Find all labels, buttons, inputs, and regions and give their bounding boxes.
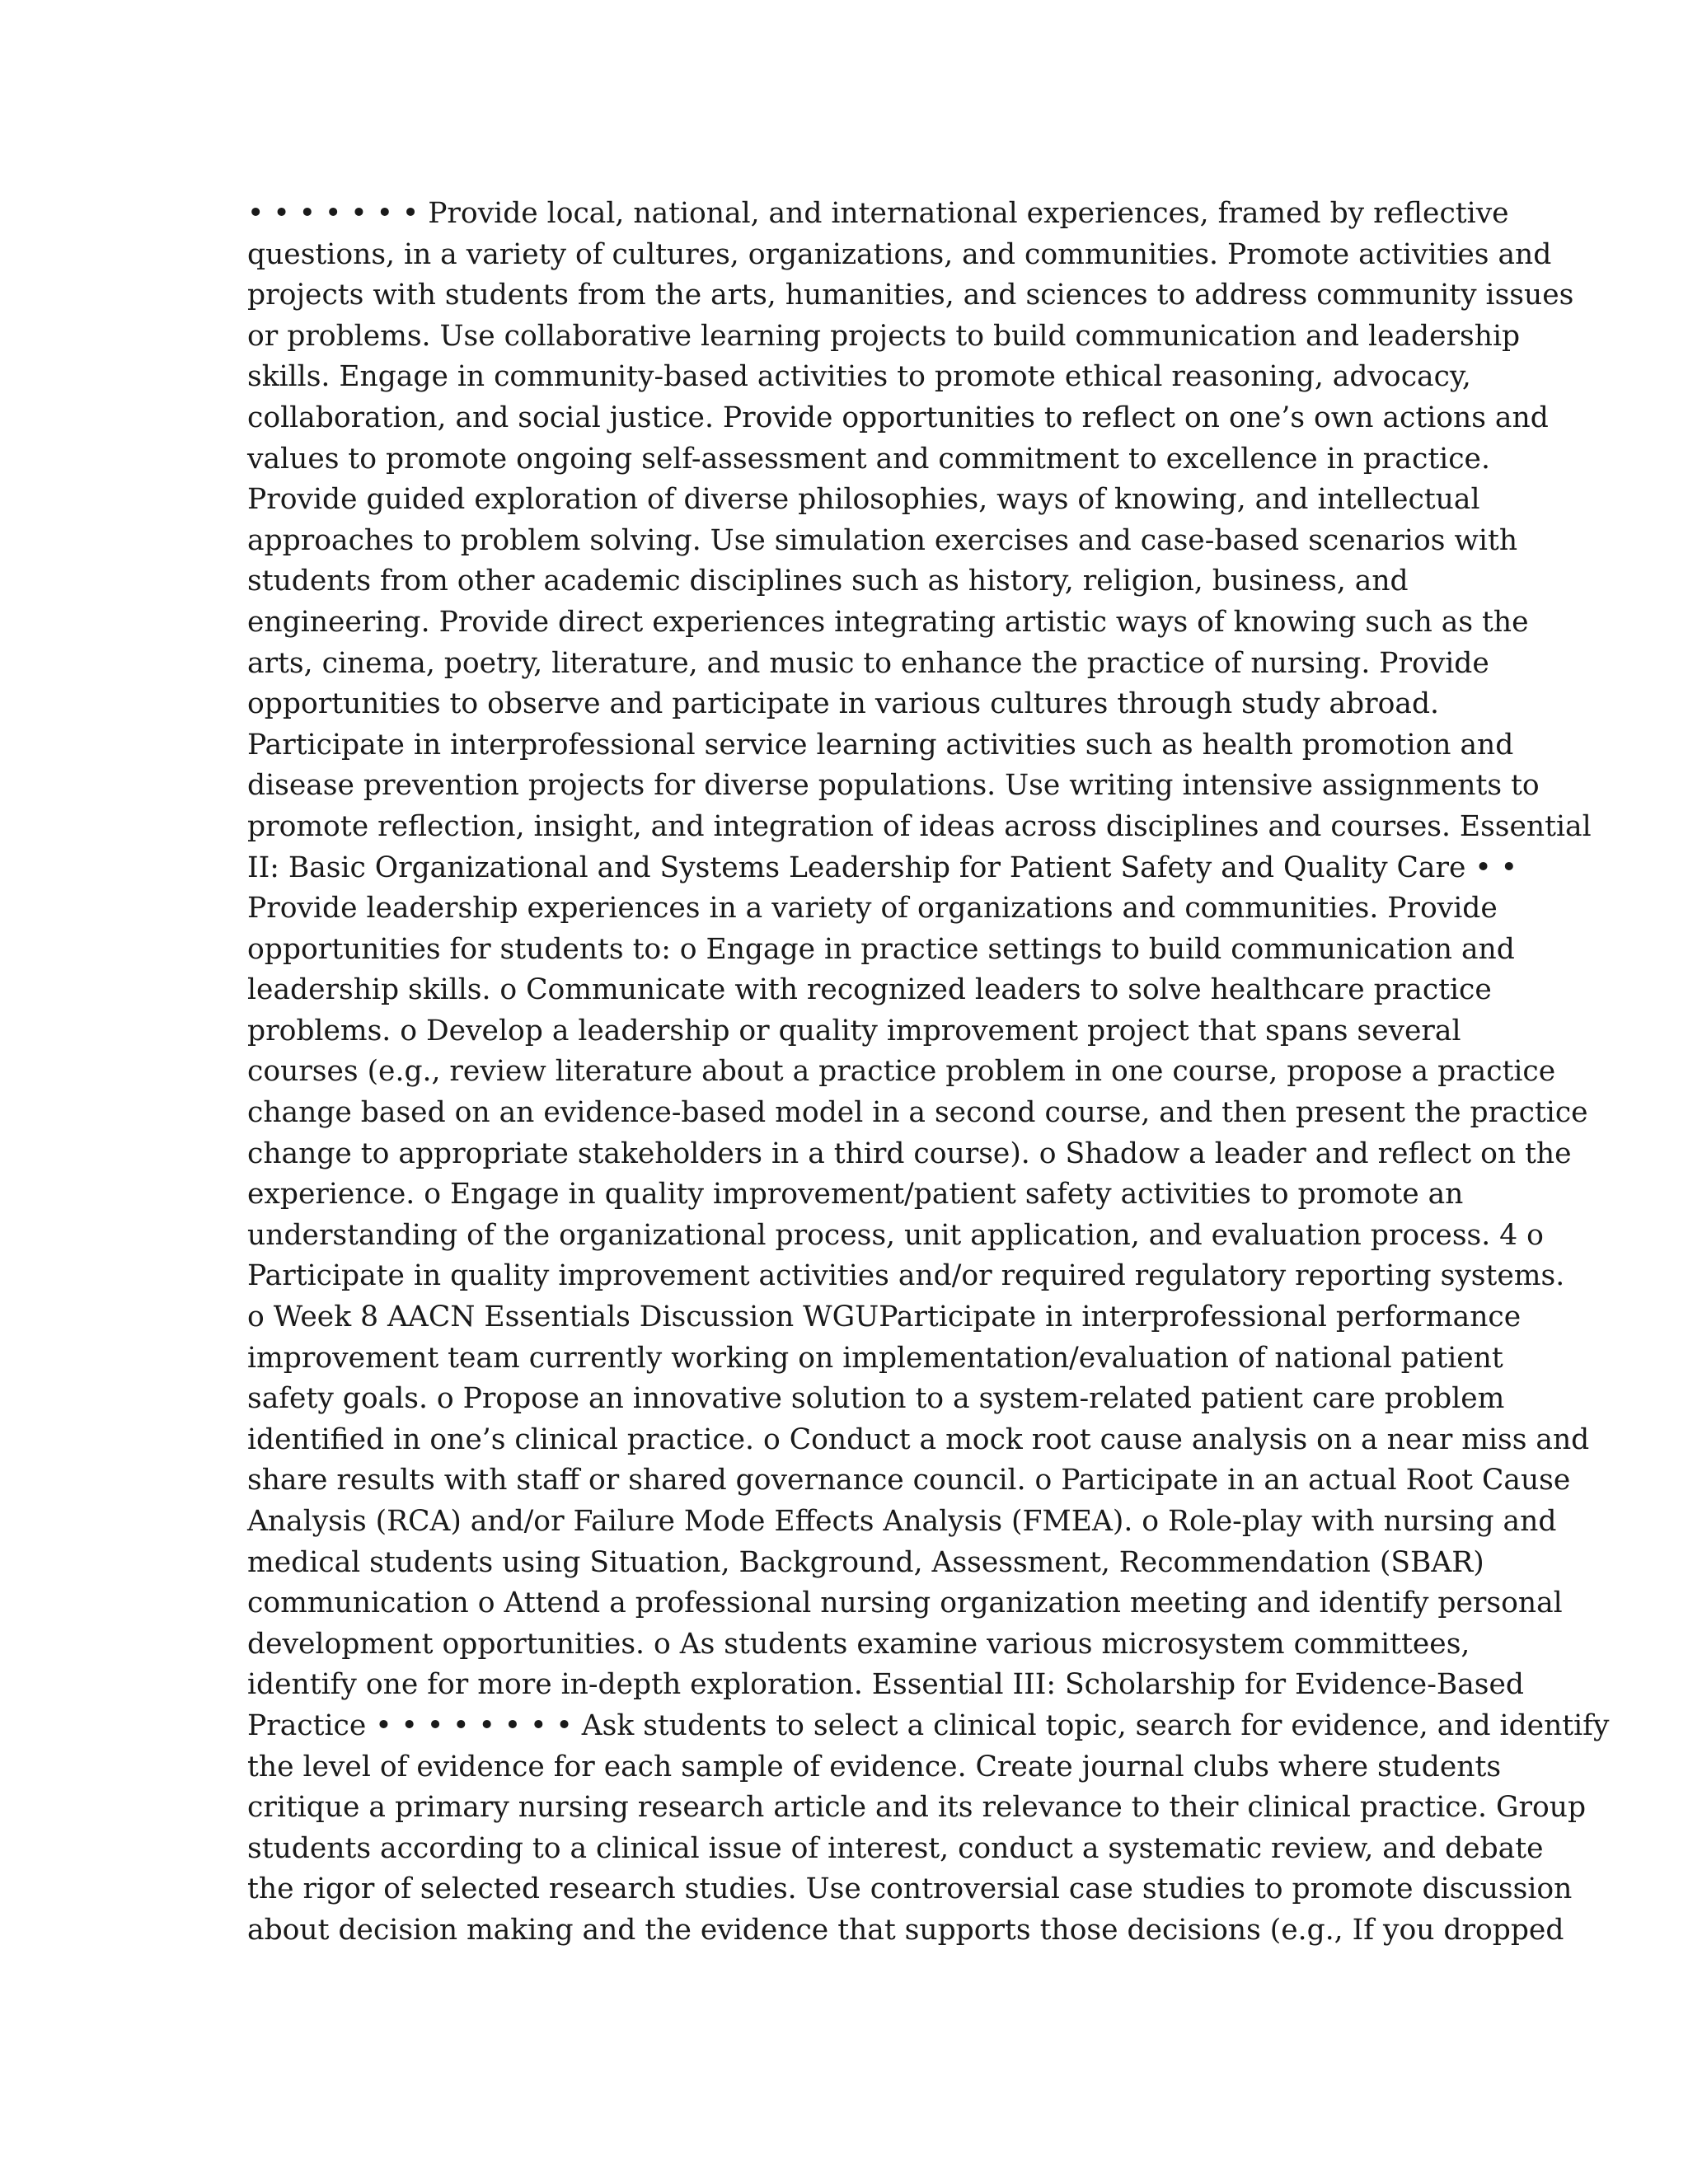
text-line: Analysis (RCA) and/or Failure Mode Effects Analysis (FMEA). o Role-play with nursing and [247, 1505, 1557, 1538]
text-line: students from other academic disciplines such as history, religion, business, and [247, 565, 1409, 598]
text-line: Provide leadership experiences in a variety of organizations and communities. Provide [247, 892, 1498, 926]
text-line: the rigor of selected research studies. Use controversial case studies to promote discussion [247, 1872, 1573, 1906]
text-line: communication o Attend a professional nursing organization meeting and identify personal [247, 1586, 1563, 1620]
body-text [247, 194, 1610, 1952]
text-line: safety goals. o Propose an innovative solution to a system-related patient care problem [247, 1382, 1505, 1416]
text-line: promote reflection, insight, and integration of ideas across disciplines and courses. Essential [247, 809, 1592, 843]
text-line: Participate in quality improvement activities and/or required regulatory reporting systems. [247, 1259, 1565, 1293]
text-line: approaches to problem solving. Use simulation exercises and case-based scenarios with [247, 523, 1518, 557]
text-line: identified in one’s clinical practice. o Conduct a mock root cause analysis on a near miss and [247, 1422, 1590, 1456]
text-line: arts, cinema, poetry, literature, and music to enhance the practice of nursing. Provide [247, 646, 1489, 680]
text-line: disease prevention projects for diverse populations. Use writing intensive assignments to [247, 769, 1540, 803]
text-line: collaboration, and social justice. Provide opportunities to reflect on one’s own actions and [247, 401, 1549, 434]
text-line: critique a primary nursing research article and its relevance to their clinical practice. Group [247, 1791, 1587, 1825]
text-line: questions, in a variety of cultures, organizations, and communities. Promote activities and [247, 237, 1552, 271]
text-line: courses (e.g., review literature about a practice problem in one course, propose a practice [247, 1055, 1556, 1089]
text-line: Provide guided exploration of diverse philosophies, ways of knowing, and intellectual [247, 483, 1480, 517]
text-line: or problems. Use collaborative learning projects to build communication and leadership [247, 319, 1521, 353]
text-line: values to promote ongoing self-assessment and commitment to excellence in practice. [247, 442, 1490, 476]
text-line: opportunities for students to: o Engage in practice settings to build communication and [247, 932, 1515, 966]
text-line: students according to a clinical issue of interest, conduct a systematic review, and debate [247, 1831, 1544, 1865]
text-line: experience. o Engage in quality improvement/patient safety activities to promote an [247, 1178, 1464, 1212]
text-line: share results with staff or shared governance council. o Participate in an actual Root Cause [247, 1464, 1571, 1497]
text-line: II: Basic Organizational and Systems Leadership for Patient Safety and Quality Care • • [247, 851, 1518, 884]
text-line: skills. Engage in community-based activities to promote ethical reasoning, advocacy, [247, 360, 1471, 394]
text-line: leadership skills. o Communicate with recognized leaders to solve healthcare practice [247, 973, 1492, 1007]
text-line: engineering. Provide direct experiences integrating artistic ways of knowing such as the [247, 605, 1529, 639]
text-line: • • • • • • • Provide local, national, and international experiences, framed by reflective [247, 197, 1509, 230]
text-line: change based on an evidence-based model in a second course, and then present the practice [247, 1096, 1588, 1130]
text-line: identify one for more in-depth exploration. Essential III: Scholarship for Evidence-Based [247, 1668, 1524, 1702]
text-line: medical students using Situation, Background, Assessment, Recommendation (SBAR) [247, 1545, 1484, 1579]
text-line: problems. o Develop a leadership or quality improvement project that spans several [247, 1014, 1461, 1047]
text-line: o Week 8 AACN Essentials Discussion WGUParticipate in interprofessional performance [247, 1301, 1522, 1334]
text-line: projects with students from the arts, humanities, and sciences to address community issues [247, 279, 1574, 312]
text-line: opportunities to observe and participate in various cultures through study abroad. [247, 687, 1440, 721]
text-line: the level of evidence for each sample of evidence. Create journal clubs where students [247, 1750, 1502, 1783]
text-line: Participate in interprofessional service learning activities such as health promotion and [247, 728, 1514, 762]
text-line: understanding of the organizational process, unit application, and evaluation process. 4 o [247, 1218, 1544, 1252]
text-line: improvement team currently working on implementation/evaluation of national patient [247, 1341, 1503, 1375]
text-line: change to appropriate stakeholders in a third course). o Shadow a leader and reflect on the [247, 1137, 1572, 1170]
text-line: development opportunities. o As students examine various microsystem committees, [247, 1627, 1470, 1661]
text-line: Practice • • • • • • • • Ask students to select a clinical topic, search for evidence, and identify [247, 1708, 1610, 1742]
text-line: about decision making and the evidence that supports those decisions (e.g., If you dropped [247, 1913, 1564, 1947]
